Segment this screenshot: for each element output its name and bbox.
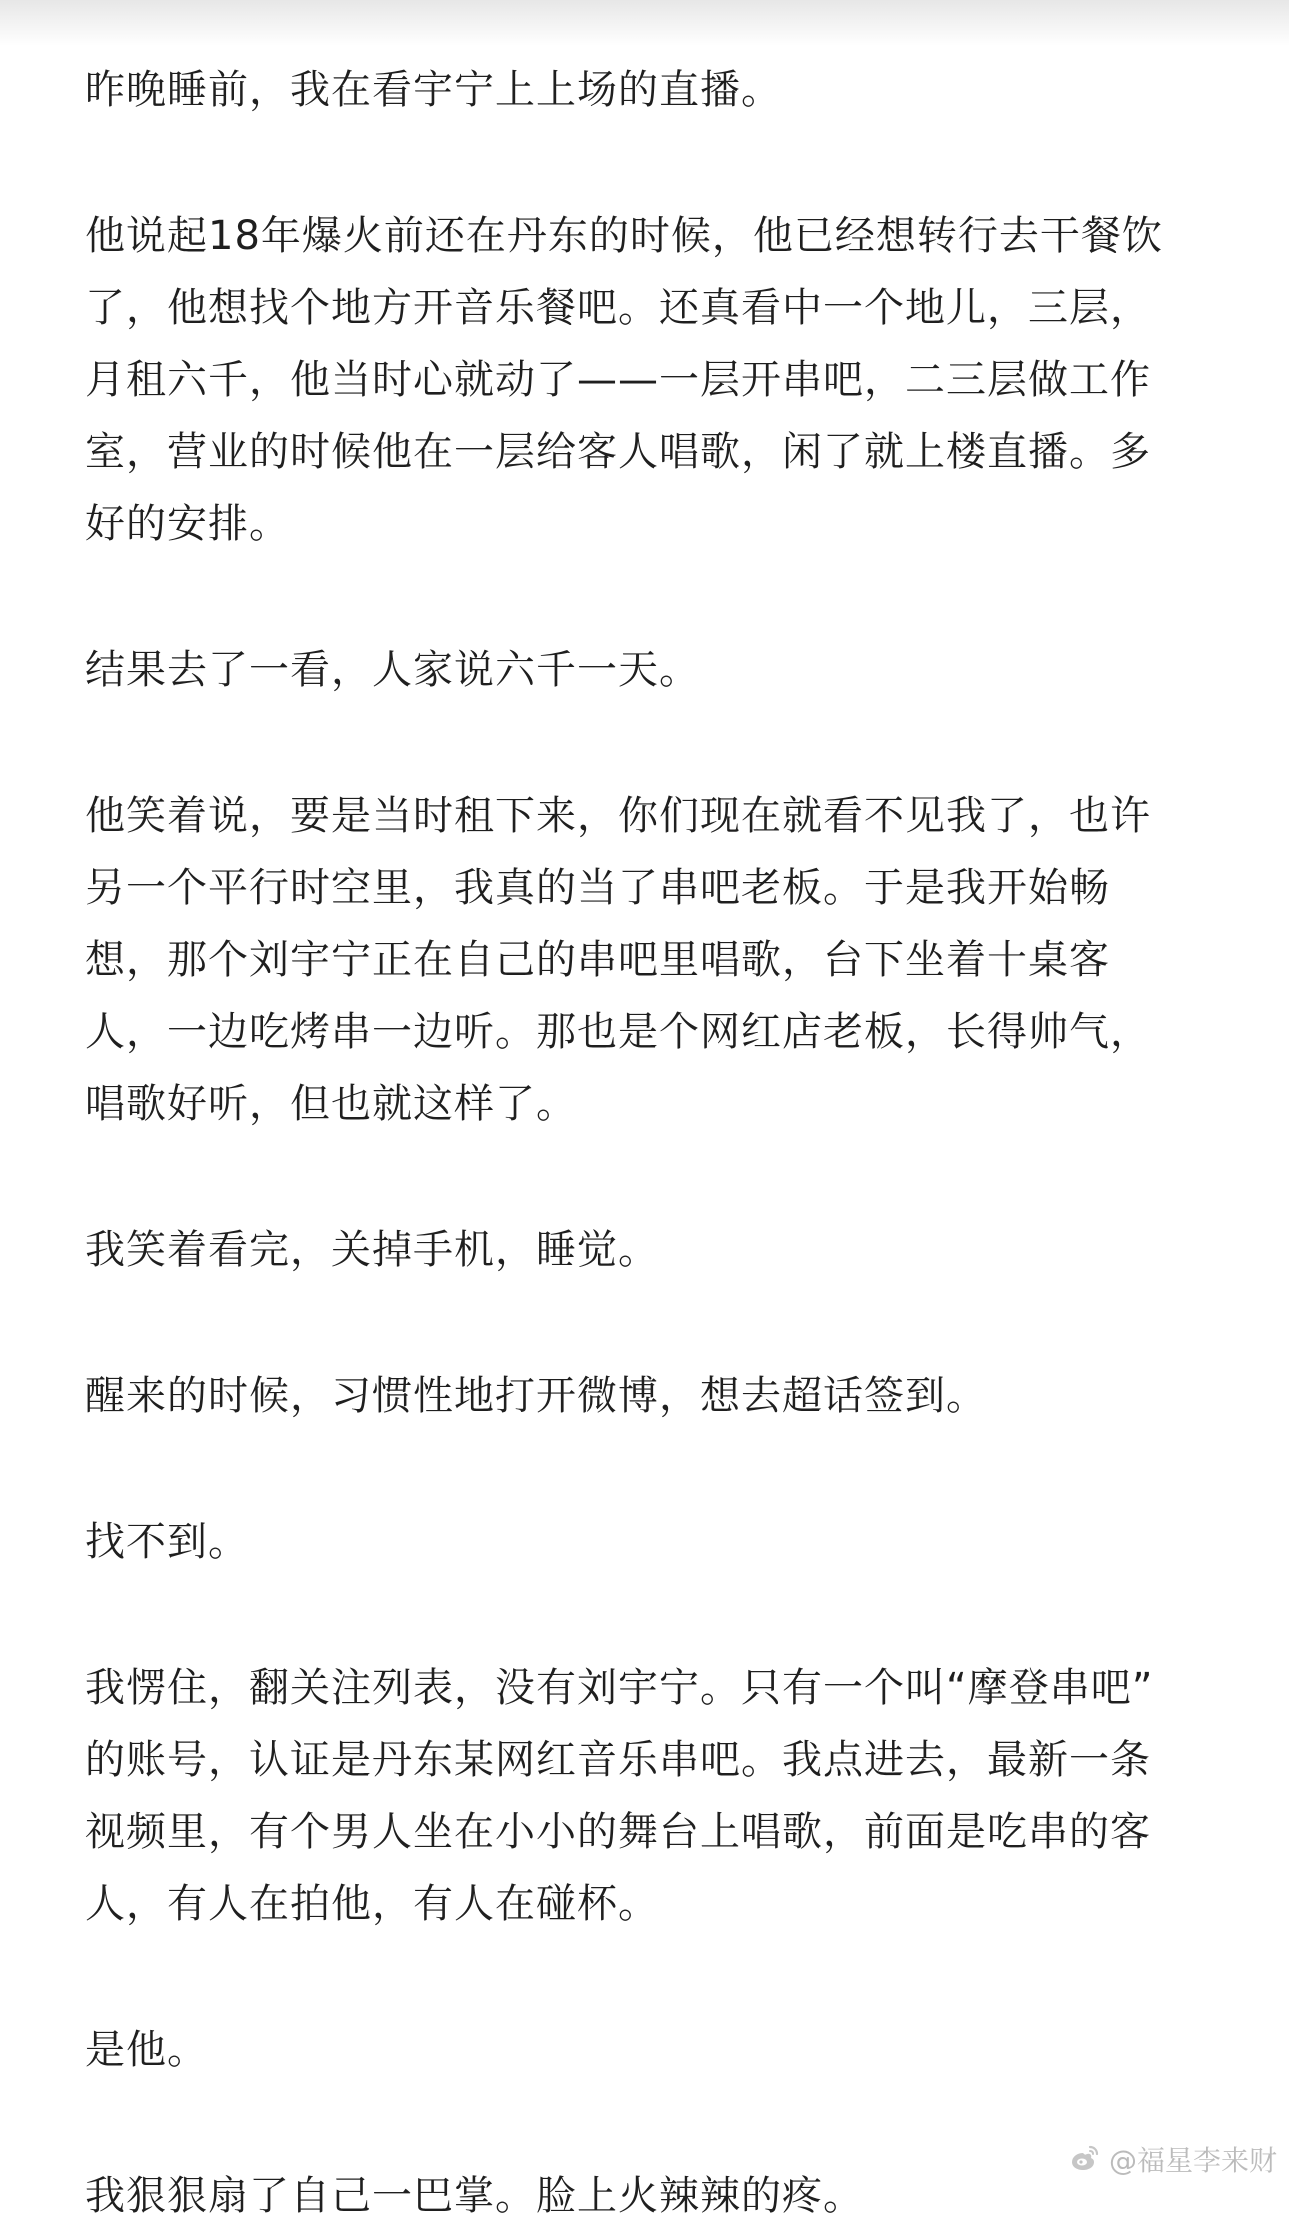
paragraph: 他笑着说，要是当时租下来，你们现在就看不见我了，也许 另一个平行时空里，我真的当了串吧老板。于是我开始畅 想，那个刘宇宁正在自己的串吧里唱歌，台下坐着十桌客 人，一边吃烤串一边听。那也是个网红店老板，长得帅气， 唱歌好听，但也就这样了。 [85,793,1151,1127]
watermark-text: @福星李来财 [1108,2144,1277,2177]
paragraph: 我愣住，翻关注列表，没有刘宇宁。只有一个叫“摩登串吧” 的账号，认证是丹东某网红音乐串吧。我点进去，最新一条 视频里，有个男人坐在小小的舞台上唱歌，前面是吃串的客 人，有人在拍他，有人在碰杯。 [85,1665,1154,1927]
paragraph: 我狠狠扇了自己一巴掌。脸上火辣辣的疼。 [85,2173,864,2219]
paragraph: 结果去了一看，人家说六千一天。 [85,647,700,693]
paragraph: 他说起18年爆火前还在丹东的时候，他已经想转行去干餐饮 了，他想找个地方开音乐餐吧。还真看中一个地儿，三层， 月租六千，他当时心就动了——一层开串吧，二三层做工作 室，营业的时候他在一层给客人唱歌，闲了就上楼直播。多 好的安排。 [85,213,1163,547]
paragraph: 是他。 [85,2027,208,2073]
paragraph: 找不到。 [85,1519,249,1565]
paragraph: 醒来的时候，习惯性地打开微博，想去超话签到。 [85,1373,987,1419]
top-shadow [0,0,1289,46]
weibo-icon [1069,2144,1103,2174]
paragraph: 我笑着看完，关掉手机，睡觉。 [85,1227,659,1273]
article-body [85,54,1205,2232]
paragraph: 昨晚睡前，我在看宇宁上上场的直播。 [85,67,782,113]
watermark [1069,2139,1277,2179]
